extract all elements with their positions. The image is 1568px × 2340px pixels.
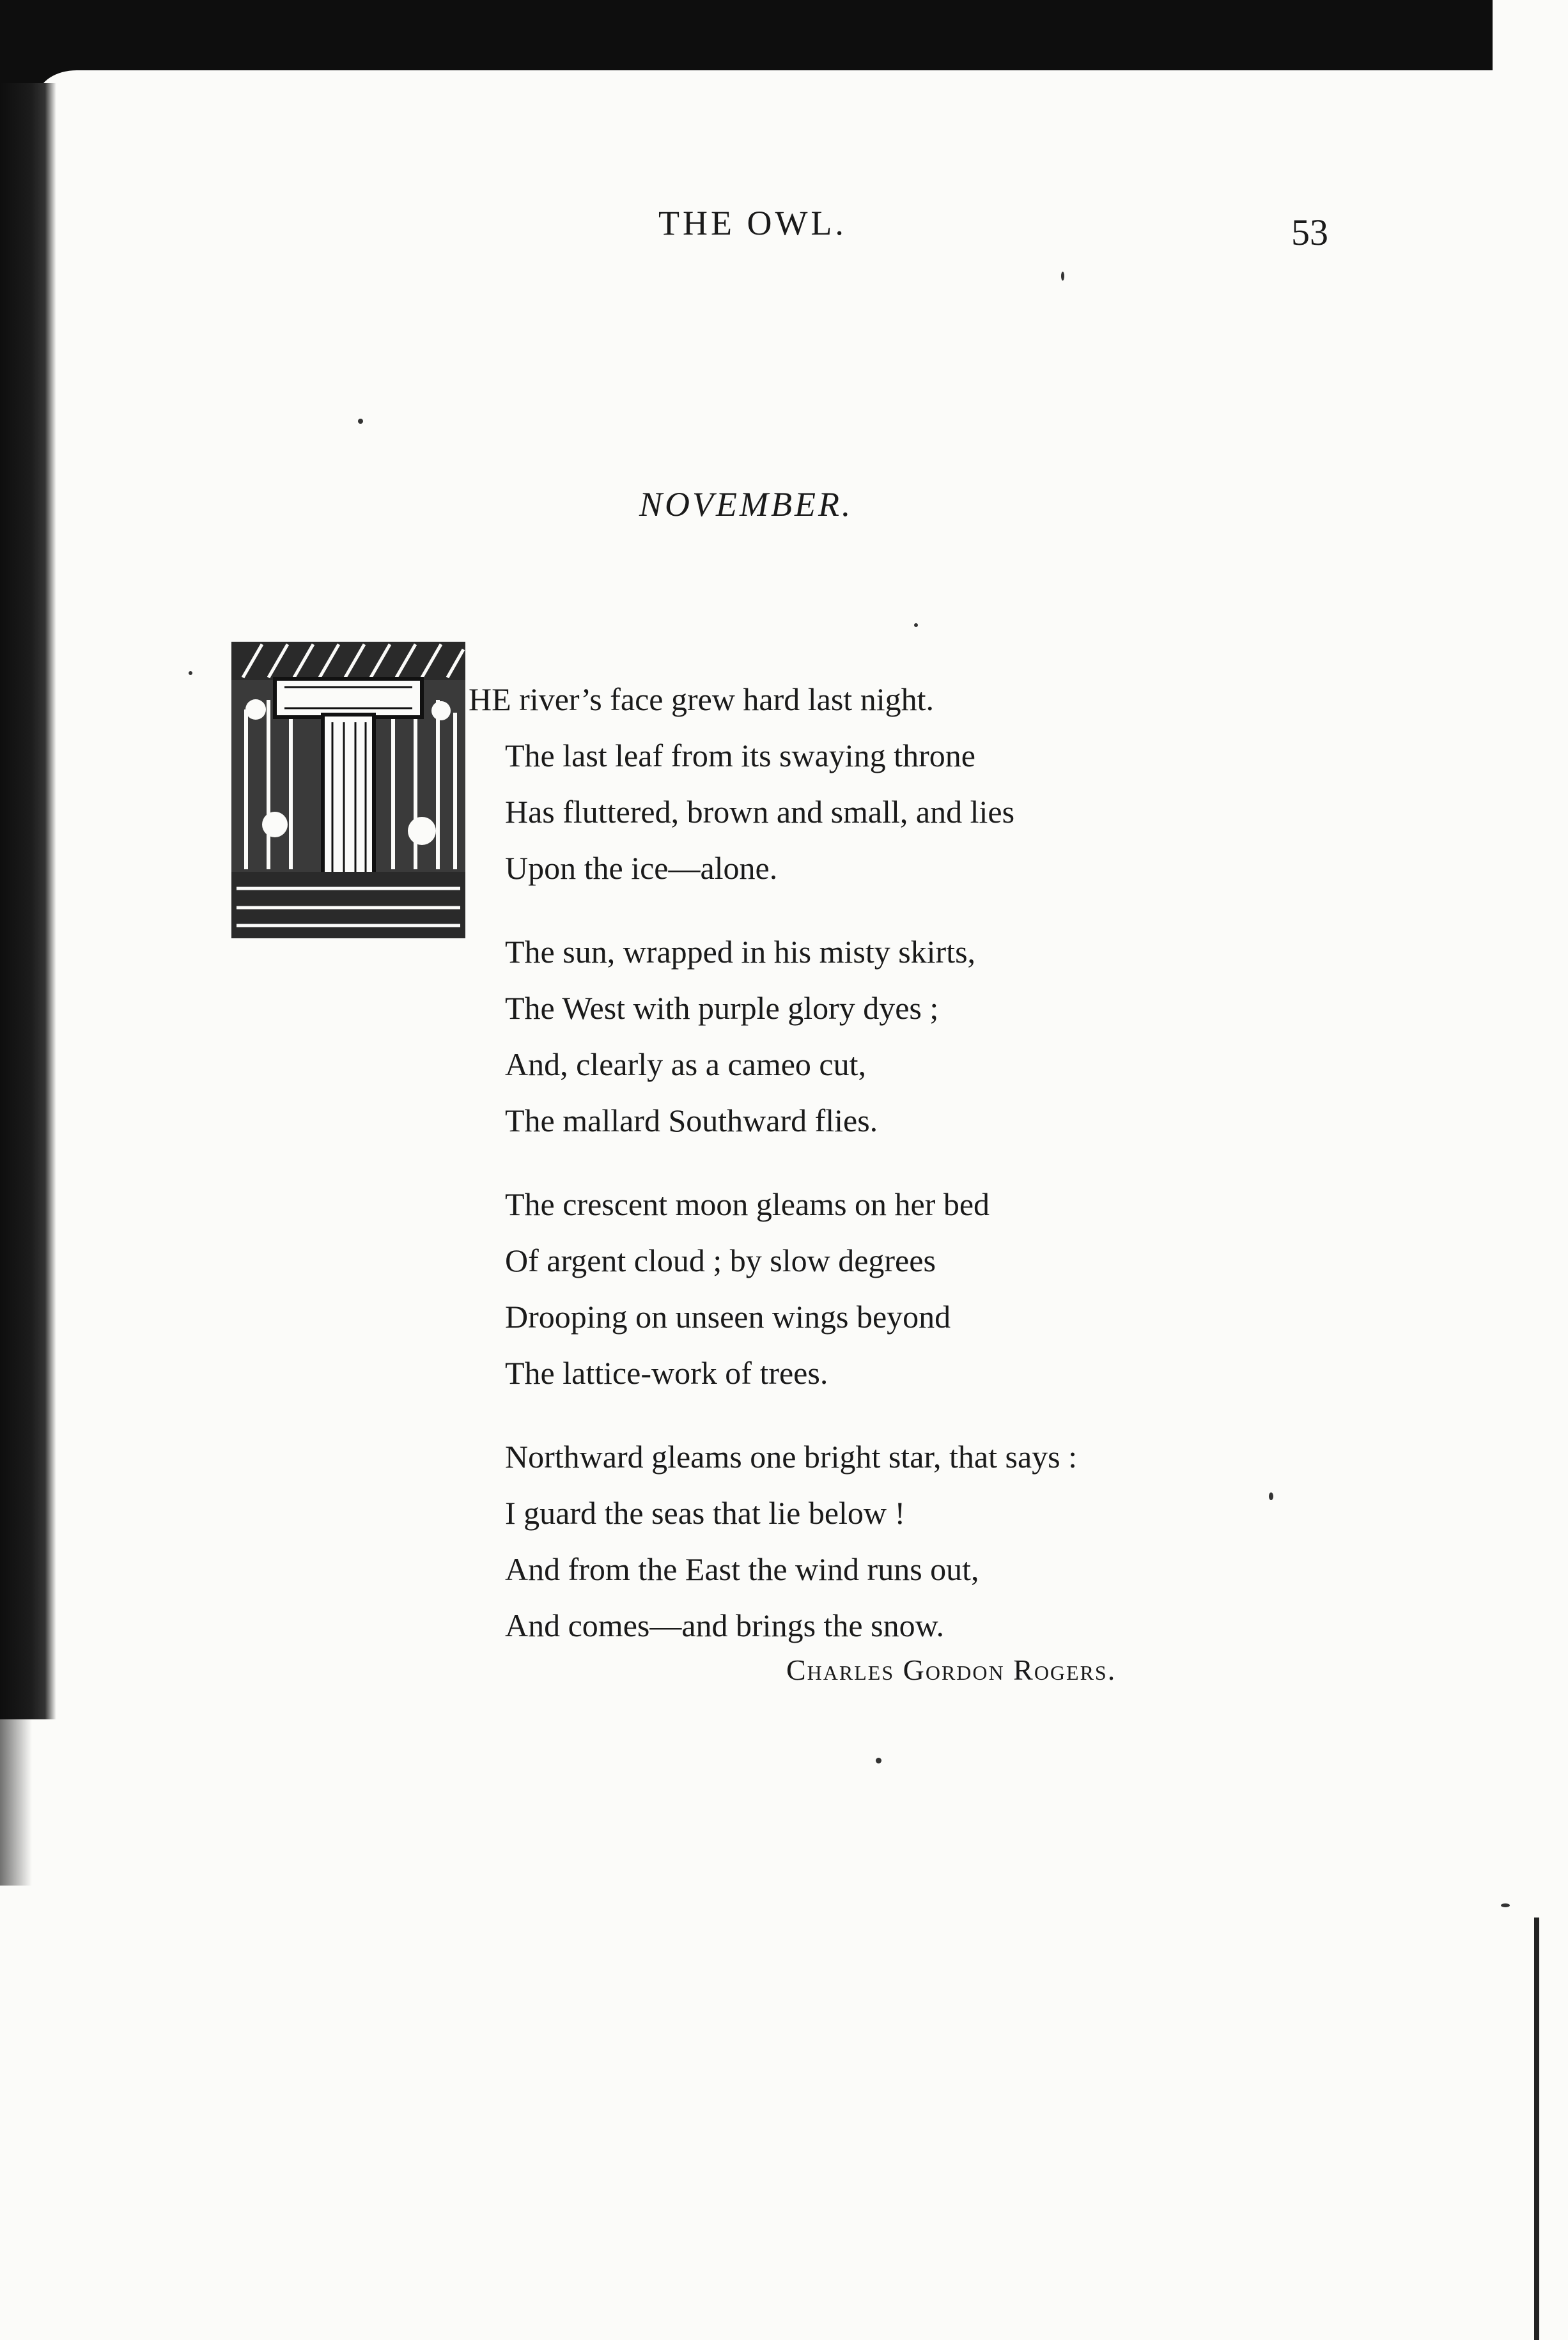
poem-line: I guard the seas that lie below ! xyxy=(505,1495,906,1531)
page-number: 53 xyxy=(1291,212,1328,253)
stanza-1 xyxy=(505,727,1400,896)
poem-line: The last leaf from its swaying throne xyxy=(505,738,975,773)
scan-speck xyxy=(876,1758,881,1763)
first-line-text: HE river’s face grew hard last night. xyxy=(469,681,934,717)
poem-line: The lattice-work of trees. xyxy=(505,1355,828,1391)
drop-cap-illustration xyxy=(230,639,467,940)
ornamental-drop-cap xyxy=(230,639,467,940)
scan-right-edge xyxy=(1534,1918,1539,2340)
poem-line: And comes—and brings the snow. xyxy=(505,1608,944,1643)
poem-line: The sun, wrapped in his misty skirts, xyxy=(505,934,976,970)
poem-line: Drooping on unseen wings beyond xyxy=(505,1299,951,1335)
poem-title: NOVEMBER. xyxy=(639,485,853,523)
poem-line: And, clearly as a cameo cut, xyxy=(505,1046,867,1082)
poem-line: The mallard Southward flies. xyxy=(505,1103,878,1138)
poem-line: Of argent cloud ; by slow degrees xyxy=(505,1243,936,1278)
poem-line: Northward gleams one bright star, that says : xyxy=(505,1439,1078,1475)
poem-line: The crescent moon gleams on her bed xyxy=(505,1186,990,1222)
stanza-3 xyxy=(505,1176,1400,1401)
running-title: THE OWL. xyxy=(658,204,847,242)
poem-line: Has fluttered, brown and small, and lies xyxy=(505,794,1015,830)
scan-speck xyxy=(914,623,918,627)
poem-line: The West with purple glory dyes ; xyxy=(505,990,939,1026)
scan-speck xyxy=(189,671,192,675)
scan-left-edge xyxy=(0,83,56,1719)
stanza-4 xyxy=(505,1429,1400,1654)
scan-speck xyxy=(1501,1903,1510,1907)
scan-speck xyxy=(358,419,363,424)
scan-page-curl xyxy=(38,70,1493,96)
poem-body xyxy=(505,671,1400,1681)
poem-line: And from the East the wind runs out, xyxy=(505,1551,979,1587)
poem-line: Upon the ice—alone. xyxy=(505,850,778,886)
scan-left-edge-lower xyxy=(0,1719,32,1886)
scan-speck xyxy=(1061,272,1064,281)
stanza-2 xyxy=(505,924,1400,1149)
poem-author: Charles Gordon Rogers. xyxy=(786,1654,1117,1686)
